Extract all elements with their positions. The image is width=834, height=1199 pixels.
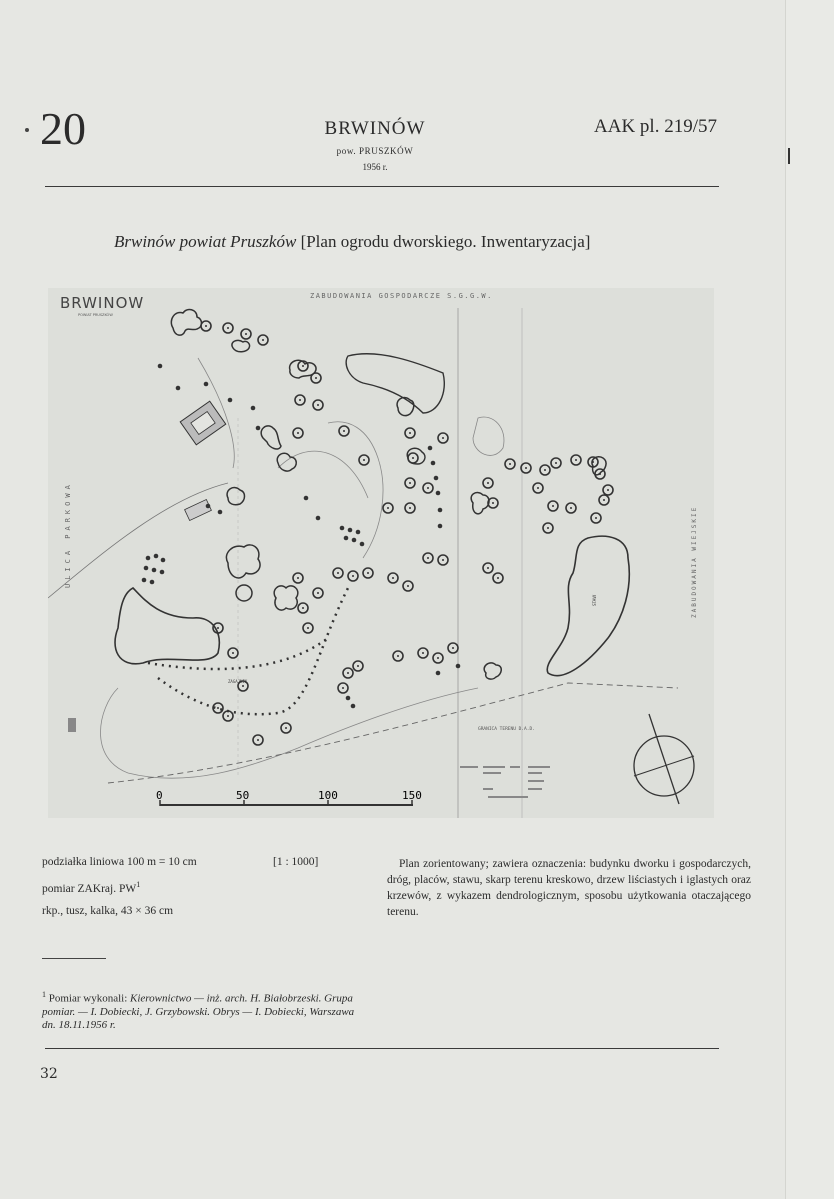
survey-info: pomiar ZAKraj. $PW^1$ [42,880,141,895]
svg-text:POWIAT PRUSZKÓW: POWIAT PRUSZKÓW [78,313,113,317]
scale-ratio: [1 : 1000] [273,856,319,868]
adjacent-page-edge [785,0,834,1199]
plan-description: Plan zorientowany; zawiera oznaczenia: budynku dworku i gospodarczych, dróg, placów, stawu, skarp terenu kreskowo, drzew liściastych i iglastych oraz krzewów, z wykazem dendrologicznym, sposobu użytkowania otaczającego terenu. [387,858,751,918]
scale-tick-50: 50 [236,789,250,802]
garden-plan-map [48,288,714,818]
plate-number: 20 [40,103,86,154]
header-center [260,118,490,172]
left-label: ULICA PARKOWA [64,481,72,588]
right-label: ZABUDOWANIA WIEJSKIE [691,505,698,618]
page-number: 32 [40,1066,58,1082]
north-arrow-icon [634,714,694,804]
scale-tick-0: 0 [156,789,163,802]
place-title: BRWINÓW [324,118,426,139]
top-label: ZABUDOWANIA GOSPODARCZE S.G.G.W. [310,292,493,300]
district: pow. PRUSZKÓW [336,146,414,156]
boundary-label: GRANICA TERENU D.A.D. [478,727,535,732]
lawn-label: ZAGAJNIK [228,679,248,684]
archive-reference: AAK pl. 219/57 [594,116,717,137]
header-rule [45,186,719,187]
caption-bracket: [Plan ogrodu dworskiego. Inwentaryzacja] [300,232,591,251]
pond-label: STAW [592,594,597,606]
scale-tick-150: 150 [402,789,422,802]
medium-info: rkp., tusz, kalka, 43 × 36 cm [42,905,174,917]
bullet-dot [25,128,29,132]
caption-italic: Brwinów powiat Pruszków [114,232,297,251]
scale-tick-100: 100 [318,789,338,802]
plate-caption [114,232,590,252]
map-title: BRWINOW [60,294,145,312]
year: 1956 r. [362,162,388,172]
footer-rule [45,1048,719,1049]
scale-line-text: podziałka liniowa 100 m = 10 cm [42,856,197,868]
footnote: $^1$ Pomiar wykonali: Kierownictwo — inż. arch. H. Białobrzeski. Grupa pomiar. — I. Dobiecki, J. Grzybowski. Obrys — I. Dobiecki, Warszawa dn. 18.11.1956 r. [42,990,355,1031]
manor-house [180,401,226,445]
edge-mark [788,148,790,164]
scale-bar [156,789,422,806]
map-drawing [48,288,714,818]
footnote-rule [42,958,106,959]
